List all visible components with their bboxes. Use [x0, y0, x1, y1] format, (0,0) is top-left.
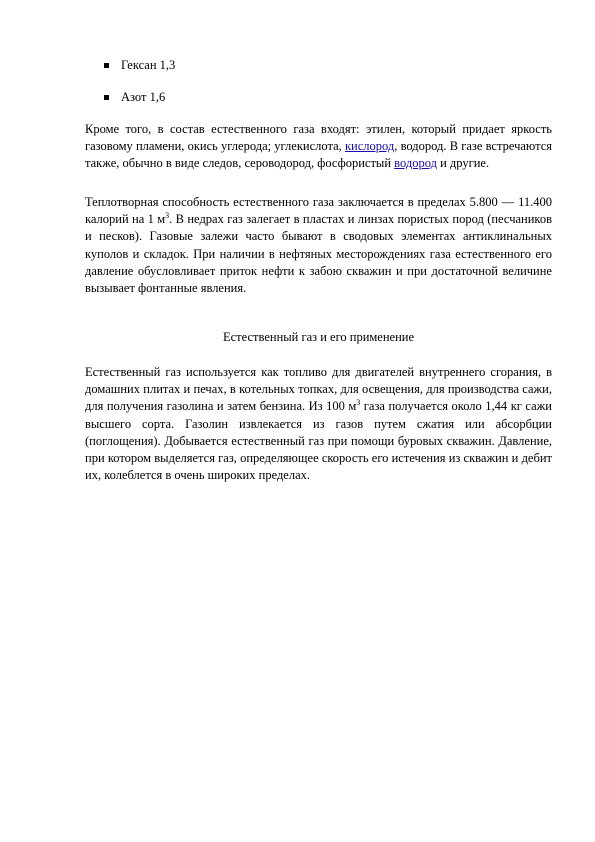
paragraph-text: газа получается около 1,44 кг сажи высшего сорта. Газолин извлекается из газов путем сжатия или абсорбции (поглощения). Добывается естественный газ при помощи буровых скважин. Давление, при котором выделяется газ, определяющее скорость его истечения из скважин и дебит их, колеблется в очень широких пределах.: [85, 399, 552, 483]
list-item-label: Азот 1,6: [121, 90, 166, 104]
composition-paragraph: [85, 121, 552, 173]
section-heading: Естественный газ и его применение: [222, 330, 415, 344]
paragraph-text: и другие.: [436, 156, 490, 171]
superscript: 3: [356, 398, 361, 408]
paragraph-text: . В недрах газ залегает в пластах и линзах пористых пород (песчаников и песков). Газовые залежи часто бывают в сводовых элементах антиклинальных куполов и складок. При наличии в нефтяных месторождениях газа естественного его давление обусловливает приток нефти к забою скважин и при достаточной величине вызывает фонтанные явления.: [85, 212, 553, 296]
paragraph-text: , водород. В газе встречаются также, обычно в виде следов, сероводород, фосфористый: [85, 139, 553, 171]
list-item: [104, 90, 175, 105]
paragraph-text: Естественный газ используется как топливо для двигателей внутреннего сгорания, в домашних плитах и печах, в котельных топках, для освещения, для производства сажи, для получения газолина и затем бензина. Из 100 м: [85, 365, 552, 414]
hydrogen-link[interactable]: водород: [394, 156, 437, 171]
calorific-value-paragraph: [85, 194, 552, 297]
square-bullet-icon: [104, 63, 109, 68]
paragraph-text: Теплотворная способность естественного газа заключается в пределах 5.800 — 11.400 калорий на 1 м: [85, 195, 552, 227]
square-bullet-icon: [104, 95, 109, 100]
paragraph-text: Кроме того, в состав естественного газа входят: этилен, который придает яркость газовому пламени, окись углерода; углекислота,: [85, 122, 552, 154]
usage-paragraph: [85, 364, 552, 484]
gas-composition-list: [104, 58, 175, 122]
oxygen-link[interactable]: кислород: [344, 139, 395, 154]
superscript: 3: [165, 211, 170, 221]
list-item: [104, 58, 175, 73]
list-item-label: Гексан 1,3: [121, 58, 176, 72]
